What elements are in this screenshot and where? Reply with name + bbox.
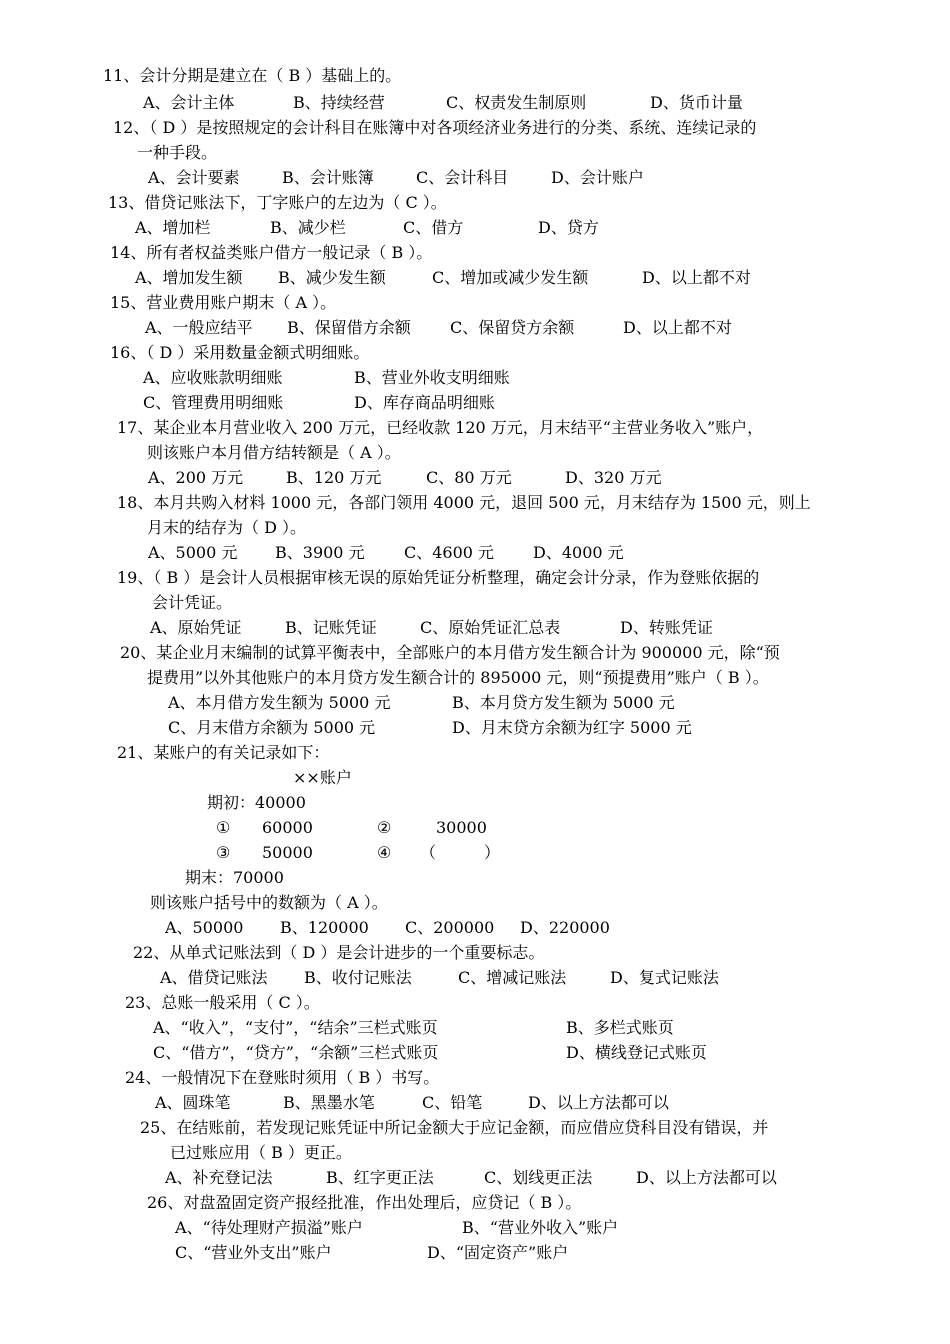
- question-11-stem: 11、会计分期是建立在（ B ）基础上的。: [103, 66, 402, 85]
- question-24-option-c: C、铅笔: [422, 1093, 483, 1112]
- question-23-option-d: D、横线登记式账页: [566, 1043, 707, 1062]
- account-title: ××账户: [293, 768, 352, 787]
- question-15-option-a: A、一般应结平: [145, 318, 253, 337]
- question-18-option-a: A、5000 元: [148, 543, 238, 562]
- question-23-stem: 23、总账一般采用（ C ）。: [125, 993, 320, 1012]
- question-26-option-d: D、“固定资产”账户: [427, 1243, 569, 1262]
- question-14-option-a: A、增加发生额: [135, 268, 243, 287]
- question-20-option-b: B、本月贷方发生额为 5000 元: [452, 693, 675, 712]
- entry-amount-4-blank: （ ）: [420, 843, 501, 862]
- question-14-option-d: D、以上都不对: [642, 268, 751, 287]
- question-25-option-a: A、补充登记法: [165, 1168, 273, 1187]
- question-22-option-c: C、增减记账法: [458, 968, 567, 987]
- question-18-option-b: B、3900 元: [275, 543, 365, 562]
- question-19-stem-line1: 19、（ B ）是会计人员根据审核无误的原始凭证分析整理，确定会计分录，作为登账依据的: [117, 568, 760, 587]
- entry-marker-4: ④: [377, 843, 392, 862]
- question-13-option-a: A、增加栏: [135, 218, 211, 237]
- question-17-stem-line1: 17、某企业本月营业收入 200 万元，已经收款 120 万元，月末结平“主营业务收入”账户，: [117, 418, 764, 437]
- question-22-option-d: D、复式记账法: [610, 968, 719, 987]
- question-12-option-a: A、会计要素: [148, 168, 240, 187]
- account-opening-balance: 期初：40000: [207, 793, 306, 812]
- question-25-option-d: D、以上方法都可以: [636, 1168, 777, 1187]
- question-16-option-c: C、管理费用明细账: [143, 393, 284, 412]
- entry-marker-1: ①: [216, 818, 231, 837]
- question-12-stem-line2: 一种手段。: [137, 143, 218, 162]
- question-17-option-c: C、80 万元: [426, 468, 512, 487]
- question-22-stem: 22、从单式记账法到（ D ）是会计进步的一个重要标志。: [133, 943, 545, 962]
- question-21-option-a: A、50000: [165, 918, 244, 937]
- entry-marker-2: ②: [377, 818, 392, 837]
- question-14-option-c: C、增加或减少发生额: [432, 268, 589, 287]
- question-19-option-d: D、转账凭证: [620, 618, 713, 637]
- question-11-option-a: A、会计主体: [143, 93, 235, 112]
- question-16-option-d: D、库存商品明细账: [354, 393, 495, 412]
- question-20-option-d: D、月末贷方余额为红字 5000 元: [452, 718, 692, 737]
- question-11-option-b: B、持续经营: [293, 93, 385, 112]
- question-24-option-d: D、以上方法都可以: [528, 1093, 669, 1112]
- question-26-option-c: C、“营业外支出”账户: [175, 1243, 332, 1262]
- question-11-option-d: D、货币计量: [650, 93, 743, 112]
- entry-amount-1: 60000: [262, 818, 313, 837]
- question-20-stem-line2: 提费用”以外其他账户的本月贷方发生额合计的 895000 元，则“预提费用”账户（ B ）。: [147, 668, 769, 687]
- question-26-option-a: A、“待处理财产损溢”账户: [175, 1218, 363, 1237]
- question-25-option-c: C、划线更正法: [484, 1168, 593, 1187]
- question-22-option-b: B、收付记账法: [304, 968, 412, 987]
- question-19-option-c: C、原始凭证汇总表: [420, 618, 561, 637]
- question-12-option-c: C、会计科目: [416, 168, 509, 187]
- question-25-stem-line1: 25、在结账前，若发现记账凭证中所记金额大于应记金额，而应借应贷科目没有错误，并: [140, 1118, 769, 1137]
- question-17-option-d: D、320 万元: [565, 468, 662, 487]
- question-21-option-b: B、120000: [280, 918, 369, 937]
- question-16-stem: 16、（ D ）采用数量金额式明细账。: [110, 343, 370, 362]
- question-24-option-b: B、黑墨水笔: [283, 1093, 375, 1112]
- question-17-option-b: B、120 万元: [286, 468, 382, 487]
- question-20-option-a: A、本月借方发生额为 5000 元: [168, 693, 391, 712]
- question-23-option-a: A、“收入”，“支付”，“结余”三栏式账页: [153, 1018, 438, 1037]
- question-24-stem: 24、一般情况下在登账时须用（ B ）书写。: [125, 1068, 440, 1087]
- question-26-stem: 26、对盘盈固定资产报经批准，作出处理后，应贷记（ B ）。: [147, 1193, 582, 1212]
- question-26-option-b: B、“营业外收入”账户: [462, 1218, 619, 1237]
- question-16-option-b: B、营业外收支明细账: [354, 368, 510, 387]
- question-18-stem-line1: 18、本月共购入材料 1000 元，各部门领用 4000 元，退回 500 元，月末结存为 1500 元，则上: [117, 493, 811, 512]
- entry-amount-3: 50000: [262, 843, 313, 862]
- question-18-option-d: D、4000 元: [533, 543, 624, 562]
- question-14-stem: 14、所有者权益类账户借方一般记录（ B ）。: [110, 243, 433, 262]
- question-20-option-c: C、月末借方余额为 5000 元: [168, 718, 376, 737]
- question-19-option-a: A、原始凭证: [150, 618, 242, 637]
- question-17-stem-line2: 则该账户本月借方结转额是（ A ）。: [147, 443, 401, 462]
- question-19-stem-line2: 会计凭证。: [152, 593, 233, 612]
- question-25-option-b: B、红字更正法: [326, 1168, 434, 1187]
- question-13-option-b: B、减少栏: [270, 218, 346, 237]
- question-21-ask: 则该账户括号中的数额为（ A ）。: [150, 893, 388, 912]
- account-closing-balance: 期末：70000: [185, 868, 284, 887]
- question-22-option-a: A、借贷记账法: [160, 968, 268, 987]
- question-25-stem-line2: 已过账应用（ B ）更正。: [170, 1143, 352, 1162]
- question-13-option-d: D、贷方: [538, 218, 599, 237]
- question-20-stem-line1: 20、某企业月末编制的试算平衡表中，全部账户的本月借方发生额合计为 900000 元，除“预: [120, 643, 780, 662]
- question-13-option-c: C、借方: [403, 218, 464, 237]
- question-17-option-a: A、200 万元: [148, 468, 244, 487]
- entry-amount-2: 30000: [436, 818, 487, 837]
- question-16-option-a: A、应收账款明细账: [143, 368, 283, 387]
- question-23-option-c: C、“借方”，“贷方”，“余额”三栏式账页: [153, 1043, 439, 1062]
- question-11-option-c: C、权责发生制原则: [446, 93, 587, 112]
- question-24-option-a: A、圆珠笔: [155, 1093, 231, 1112]
- question-23-option-b: B、多栏式账页: [566, 1018, 674, 1037]
- question-14-option-b: B、减少发生额: [278, 268, 386, 287]
- question-18-option-c: C、4600 元: [404, 543, 495, 562]
- question-12-stem-line1: 12、（ D ）是按照规定的会计科目在账簿中对各项经济业务进行的分类、系统、连续记录的: [113, 118, 757, 137]
- question-15-option-d: D、以上都不对: [623, 318, 732, 337]
- question-13-stem: 13、借贷记账法下，丁字账户的左边为（ C ）。: [108, 193, 447, 212]
- question-12-option-d: D、会计账户: [551, 168, 644, 187]
- entry-marker-3: ③: [216, 843, 231, 862]
- question-15-stem: 15、营业费用账户期末（ A ）。: [110, 293, 337, 312]
- question-19-option-b: B、记账凭证: [285, 618, 377, 637]
- question-15-option-c: C、保留贷方余额: [450, 318, 575, 337]
- question-21-stem: 21、某账户的有关记录如下：: [117, 743, 330, 762]
- question-15-option-b: B、保留借方余额: [287, 318, 411, 337]
- question-21-option-c: C、200000: [405, 918, 495, 937]
- question-18-stem-line2: 月末的结存为（ D ）。: [147, 518, 307, 537]
- question-21-option-d: D、220000: [520, 918, 610, 937]
- question-12-option-b: B、会计账簿: [282, 168, 374, 187]
